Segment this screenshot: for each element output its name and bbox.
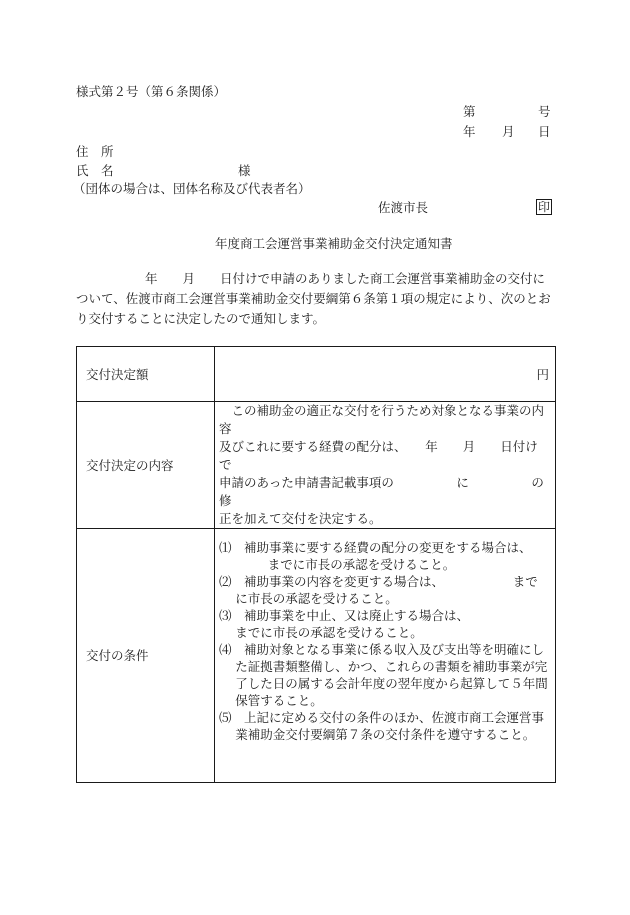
address-label: 住 所	[76, 144, 114, 159]
condition-text: 補助事業に要する経費の配分の変更をする場合は、	[244, 539, 532, 555]
decision-content-line: 申請のあった申請書記載事項の に の修	[219, 475, 544, 508]
condition-item	[219, 641, 549, 709]
seal-text: 印	[538, 200, 551, 214]
condition-number: ⑷	[219, 641, 232, 657]
conditions-label: 交付の条件	[77, 529, 215, 783]
condition-text-cont: までに市長の承認を受けること。	[267, 556, 456, 572]
table-row	[77, 529, 556, 783]
date-month: 月	[502, 124, 515, 139]
decision-content-label: 交付決定の内容	[77, 402, 215, 529]
decision-content-line: この補助金の適正な交付を行うため対象となる事業の内容	[219, 403, 545, 436]
condition-number: ⑵	[219, 573, 232, 589]
condition-text: 上記に定める交付の条件のほか、佐渡市商工会運営事業補助金交付要綱第７条の交付条件を遵守すること。	[235, 709, 545, 742]
date-year: 年	[463, 124, 476, 139]
condition-number: ⑶	[219, 607, 232, 623]
honorific: 様	[238, 163, 251, 178]
condition-item	[219, 539, 549, 573]
seal-mark	[536, 199, 552, 215]
form-number: 様式第２号（第６条関係）	[76, 84, 227, 99]
group-note: （団体の場合は、団体名称及び代表者名）	[73, 181, 311, 196]
decision-table	[76, 346, 556, 783]
decision-content-line: 正を加えて交付を決定する。	[219, 511, 382, 526]
doc-number-prefix: 第	[463, 104, 476, 119]
condition-text: 補助対象となる事業に係る収入及び支出等を明確にした証拠書類整備し、かつ、これらの書類を補助事業が完了した日の属する会計年度の翌年度から起算して５年間保管すること。	[235, 641, 548, 708]
condition-text: 補助事業の内容を変更する場合は、 までに市長の承認を受けること。	[235, 573, 538, 606]
body-paragraph	[76, 269, 554, 329]
condition-number: ⑸	[219, 709, 232, 725]
decision-content-cell	[215, 402, 556, 529]
condition-number: ⑴	[219, 539, 232, 555]
body-line: ついて、佐渡市商工会運営事業補助金交付要綱第６条第１項の規定により、次のとお	[76, 291, 551, 306]
body-line: 年 月 日付けで申請のありました商工会運営事業補助金の交付に	[145, 271, 546, 286]
issuer-title: 佐渡市長	[378, 200, 429, 215]
condition-item	[219, 607, 549, 641]
conditions-cell	[215, 529, 556, 783]
condition-item	[219, 709, 549, 743]
amount-label: 交付決定額	[77, 347, 215, 402]
decision-content-line: 及びこれに要する経費の配分は、 年 月 日付けで	[219, 439, 538, 472]
name-label: 氏 名	[76, 163, 114, 178]
table-row	[77, 402, 556, 529]
conditions-list	[219, 539, 549, 743]
condition-text: 補助事業を中止、又は廃止する場合は、 までに市長の承認を受けること。	[235, 607, 538, 640]
document-title: 年度商工会運営事業補助金交付決定通知書	[215, 236, 453, 251]
amount-value: 円	[215, 347, 556, 402]
condition-item	[219, 573, 549, 607]
table-row	[77, 347, 556, 402]
date-day: 日	[538, 124, 551, 139]
body-line: り交付することに決定したので通知します。	[76, 311, 326, 326]
doc-number-suffix: 号	[538, 104, 551, 119]
